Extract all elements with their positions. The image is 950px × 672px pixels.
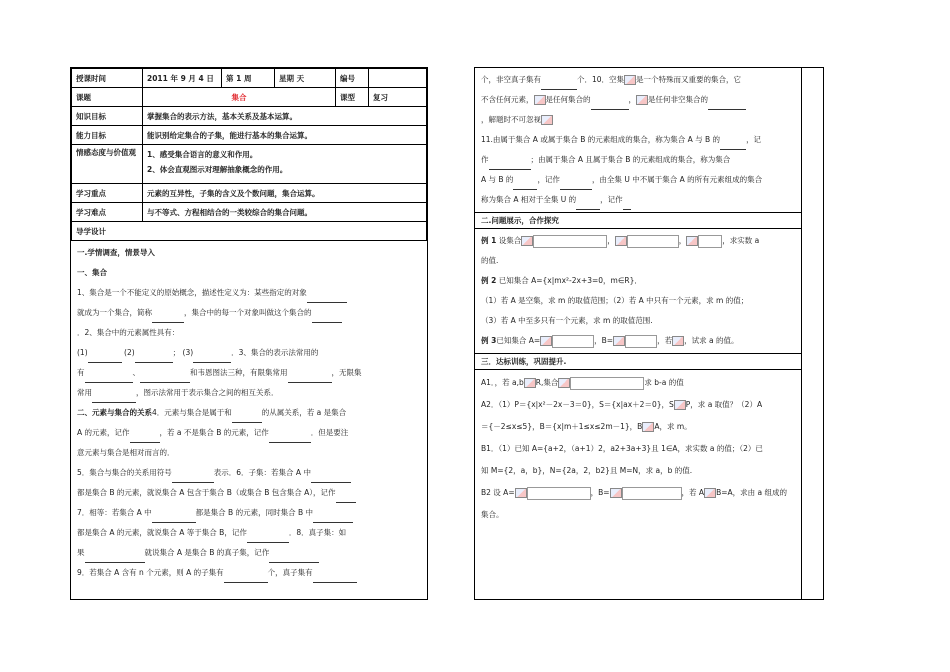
formula-image-icon: [624, 75, 636, 85]
formula-image-icon: [524, 378, 536, 388]
blank[interactable]: [576, 200, 600, 210]
formula-image-icon: [610, 488, 622, 498]
emotion-label: 情感态度与价值观: [72, 145, 143, 184]
blank[interactable]: [92, 393, 136, 403]
section-2-heading: 二.问题展示，合作探究: [475, 212, 801, 229]
formula-image-icon: [534, 95, 546, 105]
line-10: 5．集合与集合的关系用符号 表示．6．子集：若集合 A 中: [77, 463, 421, 483]
exercise-a1: A1．，若 a,b R,集合 求 b-a 的值: [481, 372, 799, 394]
section-3-body: [475, 370, 805, 528]
line-9: 意元素与集合是相对而言的．: [77, 448, 175, 457]
type-value: 复习: [369, 88, 427, 107]
r-line-3: ，解题时不可忽视: [481, 110, 799, 130]
r-line-5: 作 ；由属于集合 A 且属于集合 B 的元素组成的集合，称为集合: [481, 150, 799, 170]
exercise-b2: B2 设 A= ，B= ，若 A B=A，求由 a 组成的: [481, 482, 799, 504]
line-12: 7．相等：若集合 A 中 都是集合 B 的元素，同时集合 B 中: [77, 503, 421, 523]
right-body: [475, 68, 805, 212]
formula-box: [698, 235, 722, 248]
blank[interactable]: [232, 413, 262, 423]
design-label: 导学设计: [72, 222, 427, 241]
blank[interactable]: [313, 573, 357, 583]
formula-image-icon: [704, 488, 716, 498]
emotion-item-1: 1、感受集合语言的意义和作用。: [147, 150, 258, 159]
r-line-2: 不含任何元素， 是任何集合的 ， 是任何非空集合的: [481, 90, 799, 110]
r-line-1: 个，非空真子集有 个．10．空集 是一个特殊而又重要的集合，它: [481, 70, 799, 90]
ability-value: 能识别给定集合的子集，能进行基本的集合运算。: [143, 126, 427, 145]
formula-image-icon: [686, 236, 698, 246]
blank[interactable]: [193, 353, 231, 363]
blank[interactable]: [269, 433, 311, 443]
topic-label: 课题: [72, 88, 143, 107]
blank[interactable]: [489, 160, 531, 170]
blank[interactable]: [269, 553, 319, 563]
line-11: 都是集合 B 的元素，就说集合 A 包含于集合 B（或集合 B 包含集合 A），记作: [77, 483, 421, 503]
blank[interactable]: [541, 80, 577, 90]
line-15: 9．若集合 A 含有 n 个元素，则 A 的子集有 个，真子集有: [77, 563, 421, 583]
line-14: 果 就说集合 A 是集合 B 的真子集，记作: [77, 543, 421, 563]
exercise-b2-end: 集合。: [481, 510, 504, 519]
line-8: A 的元素，记作 ，若 a 不是集合 B 的元素，记作 ．但是要注: [77, 423, 421, 443]
line-13: 都是集合 A 的元素，就说集合 A 等于集合 B，记作 ．8．真子集：如: [77, 523, 421, 543]
number-label: 编号: [336, 69, 369, 88]
blank[interactable]: [708, 100, 746, 110]
type-label: 课型: [336, 88, 369, 107]
blank[interactable]: [130, 433, 160, 443]
formula-image-icon: [613, 336, 625, 346]
blank[interactable]: [85, 553, 145, 563]
knowledge-value: 掌握集合的表示方法，基本关系及基本运算。: [143, 107, 427, 126]
formula-image-icon: [515, 488, 527, 498]
example-2-q: （1）若 A 是空集，求 m 的取值范围；（2）若 A 中只有一个元素，求 m 的值；: [481, 296, 749, 305]
formula-box: [552, 335, 594, 348]
blank[interactable]: [135, 353, 173, 363]
left-page: [70, 67, 428, 600]
example-1: 例 1 设集合 ， ， ，求实数 a: [481, 231, 799, 251]
knowledge-label: 知识目标: [72, 107, 143, 126]
formula-box: [622, 487, 682, 500]
ability-label: 能力目标: [72, 126, 143, 145]
exercise-b1-2: 知 M={2，a，b}，N={2a，2，b2}且 M=N，求 a，b 的值.: [481, 466, 693, 475]
blank[interactable]: [247, 533, 289, 543]
formula-box: [625, 335, 657, 348]
example-1-end: 的值.: [481, 256, 499, 265]
key-label: 学习重点: [72, 184, 143, 203]
formula-image-icon: [541, 115, 553, 125]
example-2: 例 2 已知集合 A={x|mx²-2x+3=0，m∈R}．: [481, 276, 642, 285]
heading-sets: 一、集合: [77, 268, 107, 277]
left-body: [71, 241, 427, 585]
formula-box: [533, 235, 607, 248]
blank[interactable]: [513, 180, 537, 190]
blank[interactable]: [288, 373, 332, 383]
blank[interactable]: [560, 180, 592, 190]
exercise-a2: A2．（1）P＝{x|x²－2x－3＝0}，S＝{x|ax＋2＝0}，S P，求 a 取值？（2）A: [481, 400, 763, 409]
formula-box: [570, 377, 644, 390]
r-line-7: 称为集合 A 相对于全集 U 的 ，记作: [481, 190, 799, 210]
weekday-value: 星期 天: [275, 69, 336, 88]
heading-element-relation: 二、元素与集合的关系: [77, 408, 152, 417]
blank[interactable]: [85, 373, 133, 383]
example-3: 例 3已知集合 A= ，B= ，若 ，试求 a 的值。: [481, 331, 799, 351]
line-4: (1) (2) ； (3) ．3、集合的表示法常用的: [77, 343, 421, 363]
blank[interactable]: [152, 513, 196, 523]
r-line-6: A 与 B 的 ，记作 ，由全集 U 中不属于集合 A 的所有元素组成的集合: [481, 170, 799, 190]
formula-image-icon: [558, 378, 570, 388]
formula-box: [527, 487, 591, 500]
time-label: 授课时间: [72, 69, 143, 88]
emotion-value: [143, 145, 427, 184]
hard-value: 与不等式、方程相结合的一类较综合的集合问题。: [143, 203, 427, 222]
formula-box: [627, 235, 679, 248]
blank[interactable]: [336, 493, 356, 503]
line-7: 二、元素与集合的关系4．元素与集合是属于和 的从属关系，若 a 是集合: [77, 403, 421, 423]
blank[interactable]: [172, 473, 214, 483]
section-3-heading: 三．达标训练，巩固提升.: [475, 353, 801, 370]
section-2-body: [475, 229, 805, 353]
blank[interactable]: [312, 313, 342, 323]
section-1-heading: 一.学情调查，情景导入: [77, 248, 155, 257]
line-5: 有 、 和韦恩图法三种，有限集常用 ，无限集: [77, 363, 421, 383]
key-value: 元素的互异性，子集的含义及个数问题，集合运算。: [143, 184, 427, 203]
right-page: [474, 67, 824, 600]
formula-image-icon: [674, 400, 686, 410]
topic-title: 集合: [143, 88, 336, 107]
blank[interactable]: [311, 473, 351, 483]
formula-image-icon: [642, 422, 654, 432]
formula-image-icon: [672, 336, 684, 346]
blank[interactable]: [88, 353, 122, 363]
line-3: ．2、集合中的元素属性具有：: [77, 328, 180, 337]
example-2-q3: （3）若 A 中至多只有一个元素，求 m 的取值范围.: [481, 316, 653, 325]
emotion-item-2: 2、体会直观图示对理解抽象概念的作用。: [147, 165, 288, 174]
formula-image-icon: [540, 336, 552, 346]
blank[interactable]: [307, 293, 347, 303]
blank[interactable]: [140, 373, 190, 383]
right-margin-line: [801, 68, 802, 599]
line-2: 就成为一个集合，简称 ，集合中的每一个对象叫做这个集合的: [77, 303, 421, 323]
blank[interactable]: [720, 140, 746, 150]
exercise-b1: B1．（1）已知 A={a+2，（a+1）2，a2+3a+3}且 1∈A，求实数 a 的值；（2）已: [481, 444, 763, 453]
blank[interactable]: [591, 100, 629, 110]
week-value: 第 1 周: [222, 69, 275, 88]
hard-label: 学习难点: [72, 203, 143, 222]
blank[interactable]: [623, 200, 631, 210]
formula-image-icon: [615, 236, 627, 246]
blank[interactable]: [313, 513, 353, 523]
formula-image-icon: [636, 95, 648, 105]
exercise-a2-2: ＝{－2≤x≤5}，B＝{x|m＋1≤x≤2m－1}，B A，求 m。: [481, 422, 692, 431]
r-line-4: 11.由属于集合 A 或属于集合 B 的元素组成的集合，称为集合 A 与 B 的 ，记: [481, 130, 799, 150]
date-value: 2011 年 9 月 4 日: [143, 69, 222, 88]
formula-image-icon: [521, 236, 533, 246]
line-6: 常用 ，图示法常用于表示集合之间的相互关系．: [77, 383, 421, 403]
lesson-info-table: [71, 68, 427, 241]
blank[interactable]: [224, 573, 268, 583]
blank[interactable]: [152, 313, 184, 323]
number-value: [369, 69, 427, 88]
line-1: 1、集合是一个不能定义的原始概念，描述性定义为：某些指定的对象: [77, 283, 421, 303]
